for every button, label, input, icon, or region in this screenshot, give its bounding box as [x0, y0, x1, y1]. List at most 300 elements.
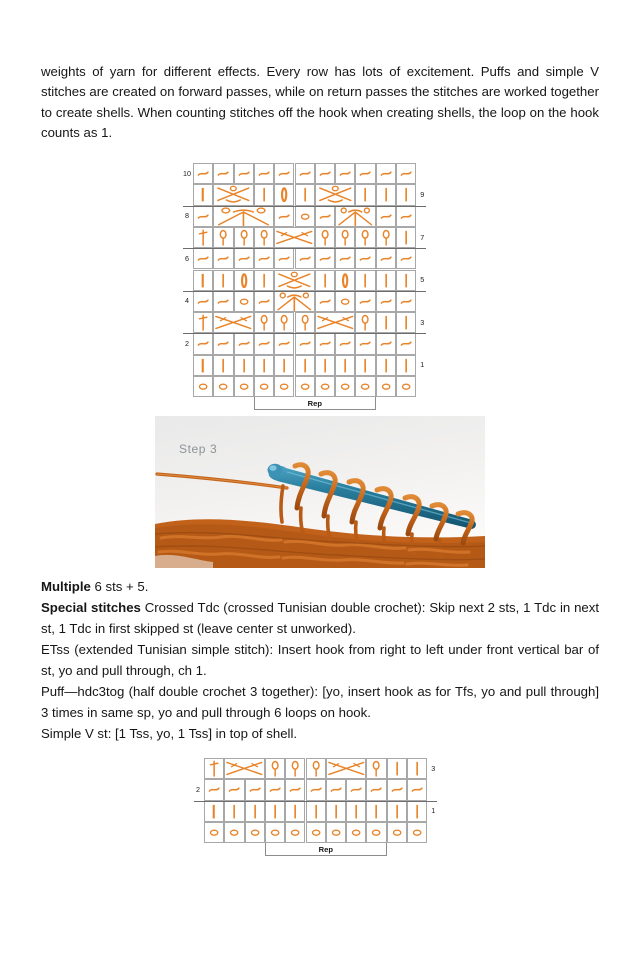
chart-cell-puffv: [335, 270, 355, 291]
stitch-symbol-bar: [336, 356, 354, 375]
stitch-symbol-shell3: [316, 185, 355, 204]
stitch-symbol-bar: [408, 759, 426, 778]
chart-cell-puff: [254, 312, 274, 333]
chart-cell-ch: [274, 376, 294, 397]
chart-cell-puff: [355, 227, 375, 248]
chart-cell-tss: [326, 779, 346, 800]
chart-cell-tss: [407, 779, 427, 800]
stitch-symbol-bar: [286, 802, 304, 821]
chart-cell-bar: [387, 758, 407, 779]
stitch-symbol-tss: [316, 249, 334, 268]
stitch-symbol-tss: [307, 780, 325, 799]
stitch-symbol-puff: [316, 228, 334, 247]
chart-cell-bar: [396, 227, 416, 248]
chart-cell-etss: [193, 184, 213, 205]
chart-cell-tss: [396, 333, 416, 354]
chart-cell-tss: [274, 333, 294, 354]
chart-cell-ch: [245, 822, 265, 843]
chart-cell-bar: [355, 355, 375, 376]
stitch-symbol-tss: [377, 164, 395, 183]
stitch-symbol-tss: [356, 292, 374, 311]
stitch-symbol-tss: [275, 249, 293, 268]
chart-cell-tss: [254, 291, 274, 312]
chart-cell-tss: [213, 291, 233, 312]
chart-cell-tss: [204, 779, 224, 800]
chart-cell-tss: [224, 779, 244, 800]
chart-cell-tss: [213, 163, 233, 184]
stitch-symbol-tss: [397, 292, 415, 311]
stitch-symbol-tss: [397, 334, 415, 353]
chart-cell-etss: [204, 801, 224, 822]
chart-cell-bar: [224, 801, 244, 822]
stitch-symbol-tss: [235, 249, 253, 268]
repeat-label: Rep: [318, 844, 333, 854]
chart-cell-tss: [193, 248, 213, 269]
stitch-symbol-tss: [336, 164, 354, 183]
stitch-symbol-tss: [255, 292, 273, 311]
chart-cell-puffv: [274, 184, 294, 205]
chart-cell-tdc: [204, 758, 224, 779]
stitch-symbol-tss: [255, 334, 273, 353]
chart-cell-tss: [376, 163, 396, 184]
chart-cell-tss: [335, 248, 355, 269]
stitch-symbol-ch: [266, 823, 284, 842]
stitch-symbol-tss: [397, 164, 415, 183]
chart-cell-shell3: [274, 270, 315, 291]
stitch-symbol-tss: [327, 780, 345, 799]
stitch-symbol-puff: [266, 759, 284, 778]
stitch-symbol-tss: [194, 292, 212, 311]
chart-cell-ch: [396, 376, 416, 397]
stitch-symbol-puff: [336, 228, 354, 247]
stitch-symbol-puff: [356, 228, 374, 247]
chart-cell-tss: [295, 163, 315, 184]
chart-cell-bar: [285, 801, 305, 822]
chart-cell-tss: [315, 333, 335, 354]
stitch-symbol-ch: [296, 207, 314, 226]
chart-cell-bar: [376, 270, 396, 291]
chart-cell-tss: [213, 333, 233, 354]
stitch-symbol-ch: [246, 823, 264, 842]
chart-cell-tss: [396, 206, 416, 227]
stitch-symbol-ch: [194, 377, 212, 396]
stitch-symbol-bar: [255, 271, 273, 290]
stitch-symbol-ch: [214, 377, 232, 396]
stitch-symbol-tss: [397, 207, 415, 226]
stitch-symbol-tss: [246, 780, 264, 799]
chart-cell-bar: [295, 355, 315, 376]
stitch-symbol-tss: [316, 207, 334, 226]
chart-cell-ch: [265, 822, 285, 843]
chart-cell-tss: [355, 333, 375, 354]
step3-photo-image: [155, 416, 485, 568]
chart-cell-bar: [335, 355, 355, 376]
chart-cell-vst-shell5: [213, 206, 274, 227]
stitch-symbol-puff: [356, 313, 374, 332]
chart-cell-ch: [387, 822, 407, 843]
stitch-symbol-vst-shell5: [275, 292, 314, 311]
chart-cell-tss: [346, 779, 366, 800]
chart-cell-ch: [234, 376, 254, 397]
chart-cell-tss: [193, 333, 213, 354]
chart-row-divider: [194, 801, 438, 802]
chart-cell-bar: [396, 184, 416, 205]
step3-photo: [155, 416, 485, 568]
chart-cell-ch: [306, 822, 326, 843]
stitch-symbol-tss: [336, 334, 354, 353]
stitch-symbol-vst-shell5: [214, 207, 273, 226]
stitch-symbol-puff: [307, 759, 325, 778]
stitch-symbol-shell3: [214, 185, 253, 204]
stitch-symbol-vst-shell5: [336, 207, 375, 226]
chart-row-number-1: 1: [420, 360, 425, 370]
chart-cell-ch: [376, 376, 396, 397]
chart-cell-tss: [193, 291, 213, 312]
stitch-symbol-bar: [255, 356, 273, 375]
chart-cell-tss: [315, 163, 335, 184]
chart-cell-tss: [295, 248, 315, 269]
stitch-symbol-tss: [296, 249, 314, 268]
stitch-symbol-tss: [377, 207, 395, 226]
stitch-symbol-tss: [194, 334, 212, 353]
stitch-symbol-tss: [214, 334, 232, 353]
stitch-symbol-puff: [377, 228, 395, 247]
chart-cell-puff: [265, 758, 285, 779]
stitch-symbol-etss: [194, 271, 212, 290]
stitch-symbol-bar: [397, 356, 415, 375]
chart-cell-bar: [213, 355, 233, 376]
stitch-symbol-bar: [356, 185, 374, 204]
stitch-symbol-tdc: [194, 228, 212, 247]
chart-cell-tss: [376, 333, 396, 354]
chart-row-divider: [183, 206, 427, 207]
stitch-symbol-etss: [194, 356, 212, 375]
chart-row-divider: [183, 248, 427, 249]
chart-cell-tss: [396, 163, 416, 184]
chart-row-number-3: 3: [431, 763, 436, 773]
chart-cell-ch: [335, 291, 355, 312]
chart-cell-etss: [193, 270, 213, 291]
special-stitch-line: Puff—hdc3tog (half double crochet 3 together): [yo, insert hook as for Tfs, yo and pull through] 3 times in same sp, yo and pull through 6 loops on hook.: [41, 684, 599, 720]
stitch-symbol-puffv: [275, 185, 293, 204]
chart-cell-tss: [254, 163, 274, 184]
stitch-symbol-ch: [205, 823, 223, 842]
chart-cell-tss: [396, 291, 416, 312]
stitch-symbol-tss: [296, 334, 314, 353]
special-stitches-chart: [192, 758, 439, 866]
chart-cell-tss: [254, 248, 274, 269]
chart-cell-bar: [213, 270, 233, 291]
chart-cell-tss: [387, 779, 407, 800]
chart-cell-puff: [306, 758, 326, 779]
stitch-symbol-bar: [275, 356, 293, 375]
chart-cell-etss: [193, 355, 213, 376]
stitch-symbol-crossed-tdc3: [225, 759, 264, 778]
chart-cell-crossed-tdc3: [274, 227, 315, 248]
chart-cell-tss: [285, 779, 305, 800]
stitch-symbol-bar: [327, 802, 345, 821]
chart-cell-bar: [315, 355, 335, 376]
stitch-symbol-ch: [255, 377, 273, 396]
chart-cell-ch: [285, 822, 305, 843]
chart-row-number-7: 7: [420, 232, 425, 242]
stitch-symbol-tss: [408, 780, 426, 799]
stitch-symbol-tss: [377, 334, 395, 353]
stitch-symbol-tss: [356, 334, 374, 353]
chart-cell-tss: [376, 291, 396, 312]
stitch-symbol-puff: [255, 228, 273, 247]
stitch-symbol-bar: [377, 356, 395, 375]
chart-cell-shell3: [213, 184, 254, 205]
stitch-symbol-ch: [336, 292, 354, 311]
stitch-symbol-bar: [367, 802, 385, 821]
stitch-symbol-tss: [266, 780, 284, 799]
stitch-symbol-tss: [347, 780, 365, 799]
stitch-symbol-bar: [356, 271, 374, 290]
chart-cell-bar: [245, 801, 265, 822]
chart-cell-puff: [213, 227, 233, 248]
bottom-chart-grid: [192, 758, 439, 866]
stitch-symbol-tss: [194, 249, 212, 268]
chart-cell-bar: [315, 270, 335, 291]
stitch-symbol-bar: [214, 356, 232, 375]
intro-paragraph-text: weights of yarn for different effects. Every row has lots of excitement. Puffs and simple V stitches are created on forward passes, while on return passes the stitches are worked together to create shells. When counting stitches off the hook when creating shells, the loop on the hook counts as 1.: [41, 64, 599, 140]
chart-cell-ch: [295, 206, 315, 227]
chart-cell-tdc: [193, 227, 213, 248]
stitch-symbol-bar: [397, 313, 415, 332]
special-stitch-line: Simple V st: [1 Tss, yo, 1 Tss] in top of shell.: [41, 726, 298, 741]
stitch-symbol-tss: [214, 164, 232, 183]
stitch-symbol-ch: [336, 377, 354, 396]
chart-cell-tss: [335, 163, 355, 184]
stitch-symbol-tss: [194, 207, 212, 226]
chart-cell-tss: [335, 333, 355, 354]
chart-cell-tss: [376, 206, 396, 227]
stitch-symbol-crossed-tdc3: [275, 228, 314, 247]
stitch-symbol-bar: [397, 185, 415, 204]
chart-cell-crossed-tdc3: [326, 758, 367, 779]
chart-cell-tss: [274, 163, 294, 184]
stitch-symbol-bar: [296, 356, 314, 375]
chart-cell-tss: [306, 779, 326, 800]
chart-cell-tss: [355, 291, 375, 312]
stitch-symbol-shell3: [275, 271, 314, 290]
chart-cell-tss: [315, 248, 335, 269]
chart-cell-ch: [335, 376, 355, 397]
stitch-symbol-crossed-tdc3: [327, 759, 366, 778]
stitch-symbol-bar: [235, 356, 253, 375]
stitch-symbol-puff: [255, 313, 273, 332]
stitch-symbol-bar: [388, 802, 406, 821]
chart-cell-tss: [193, 163, 213, 184]
stitch-symbol-ch: [316, 377, 334, 396]
stitch-symbol-tss: [397, 249, 415, 268]
chart-cell-bar: [366, 801, 386, 822]
stitch-symbol-bar: [408, 802, 426, 821]
stitch-symbol-ch: [225, 823, 243, 842]
chart-cell-puffv: [234, 270, 254, 291]
chart-cell-vst-shell5: [274, 291, 315, 312]
stitch-symbol-ch: [275, 377, 293, 396]
stitch-symbol-tss: [225, 780, 243, 799]
chart-cell-tss: [254, 333, 274, 354]
chart-cell-bar: [254, 355, 274, 376]
special-stitch-line: Multiple 6 sts + 5.: [41, 579, 149, 594]
stitch-symbol-ch: [377, 377, 395, 396]
chart-row-number-10: 10: [183, 168, 191, 178]
chart-cell-bar: [306, 801, 326, 822]
chart-cell-tss: [315, 206, 335, 227]
stitch-symbol-tss: [235, 334, 253, 353]
stitch-symbol-bar: [214, 271, 232, 290]
chart-cell-ch: [254, 376, 274, 397]
chart-cell-shell3: [315, 184, 356, 205]
stitch-symbol-ch: [235, 377, 253, 396]
chart-row-divider: [183, 333, 427, 334]
main-stitch-chart: [181, 163, 428, 420]
stitch-symbol-tdc: [205, 759, 223, 778]
stitch-symbol-bar: [397, 228, 415, 247]
stitch-symbol-bar: [347, 802, 365, 821]
chart-row-number-3: 3: [420, 317, 425, 327]
stitch-symbol-crossed-tdc3: [316, 313, 355, 332]
chart-cell-crossed-tdc3: [224, 758, 265, 779]
stitch-symbol-ch: [286, 823, 304, 842]
chart-cell-ch: [204, 822, 224, 843]
stitch-symbol-tss: [235, 164, 253, 183]
chart-cell-puff: [355, 312, 375, 333]
stitch-symbol-bar: [255, 185, 273, 204]
stitch-symbol-tss: [275, 164, 293, 183]
chart-cell-ch: [193, 376, 213, 397]
stitch-symbol-ch: [307, 823, 325, 842]
stitch-symbol-bar: [388, 759, 406, 778]
chart-cell-ch: [224, 822, 244, 843]
chart-cell-tss: [234, 163, 254, 184]
stitch-symbol-puff: [286, 759, 304, 778]
chart-cell-bar: [326, 801, 346, 822]
chart-cell-bar: [254, 270, 274, 291]
stitch-symbol-ch: [235, 292, 253, 311]
stitch-symbol-bar: [377, 271, 395, 290]
chart-cell-bar: [355, 184, 375, 205]
chart-cell-bar: [407, 758, 427, 779]
chart-cell-tss: [396, 248, 416, 269]
stitch-symbol-bar: [296, 185, 314, 204]
chart-cell-bar: [396, 355, 416, 376]
step3-caption: Step 3: [179, 442, 218, 456]
chart-cell-bar: [387, 801, 407, 822]
stitch-symbol-tss: [356, 249, 374, 268]
chart-cell-tdc: [193, 312, 213, 333]
chart-row-number-5: 5: [420, 275, 425, 285]
stitch-symbol-etss: [194, 185, 212, 204]
chart-cell-puff: [376, 227, 396, 248]
stitch-symbol-ch: [367, 823, 385, 842]
chart-cell-tss: [366, 779, 386, 800]
chart-cell-bar: [295, 184, 315, 205]
chart-cell-puff: [366, 758, 386, 779]
chart-cell-tss: [193, 206, 213, 227]
stitch-symbol-bar: [377, 313, 395, 332]
special-stitch-line: Special stitches Crossed Tdc (crossed Tunisian double crochet): Skip next 2 sts, 1 Tdc in next st, 1 Tdc in first skipped st (leave center st unworked).: [41, 600, 600, 636]
chart-row-number-6: 6: [185, 253, 189, 263]
chart-cell-bar: [396, 270, 416, 291]
stitch-symbol-tss: [356, 164, 374, 183]
chart-cell-puff: [315, 227, 335, 248]
chart-cell-puff: [274, 312, 294, 333]
stitch-symbol-tss: [194, 164, 212, 183]
chart-cell-bar: [265, 801, 285, 822]
stitch-symbol-bar: [307, 802, 325, 821]
stitch-symbol-crossed-tdc3: [214, 313, 253, 332]
chart-cell-tss: [295, 333, 315, 354]
chart-cell-ch: [355, 376, 375, 397]
stitch-symbol-tdc: [194, 313, 212, 332]
stitch-symbol-puffv: [336, 271, 354, 290]
chart-row-number-2: 2: [196, 784, 200, 794]
stitch-symbol-tss: [336, 249, 354, 268]
stitch-symbol-puff: [296, 313, 314, 332]
stitch-symbol-ch: [347, 823, 365, 842]
chart-cell-tss: [274, 206, 294, 227]
stitch-symbol-bar: [316, 271, 334, 290]
chart-cell-ch: [407, 822, 427, 843]
stitch-symbol-ch: [356, 377, 374, 396]
chart-cell-bar: [396, 312, 416, 333]
chart-cell-bar: [376, 312, 396, 333]
chart-cell-ch: [326, 822, 346, 843]
repeat-label: Rep: [307, 398, 322, 408]
chart-cell-ch: [346, 822, 366, 843]
intro-paragraph: [41, 62, 599, 143]
chart-cell-tss: [245, 779, 265, 800]
chart-row-number-2: 2: [185, 339, 189, 349]
stitch-symbol-tss: [286, 780, 304, 799]
stitch-symbol-bar: [246, 802, 264, 821]
chart-row-divider: [183, 291, 427, 292]
chart-cell-tss: [234, 333, 254, 354]
stitch-symbol-tss: [205, 780, 223, 799]
main-chart-grid: [181, 163, 428, 420]
special-stitch-line: ETss (extended Tunisian simple stitch): Insert hook from right to left under front vertical bar of st, yo and pull through, ch 1.: [41, 642, 599, 678]
chart-cell-puff: [335, 227, 355, 248]
chart-cell-puff: [254, 227, 274, 248]
stitch-symbol-puff: [214, 228, 232, 247]
stitch-symbol-tss: [316, 292, 334, 311]
chart-cell-puff: [295, 312, 315, 333]
chart-cell-bar: [355, 270, 375, 291]
stitch-symbol-puff: [275, 313, 293, 332]
chart-cell-ch: [366, 822, 386, 843]
chart-cell-bar: [254, 184, 274, 205]
stitch-symbol-tss: [316, 334, 334, 353]
stitch-symbol-ch: [296, 377, 314, 396]
chart-cell-bar: [407, 801, 427, 822]
chart-cell-puff: [234, 227, 254, 248]
stitch-symbol-puff: [235, 228, 253, 247]
chart-row-number-9: 9: [420, 189, 425, 199]
chart-cell-tss: [315, 291, 335, 312]
stitch-symbol-tss: [367, 780, 385, 799]
stitch-symbol-puff: [367, 759, 385, 778]
chart-cell-ch: [213, 376, 233, 397]
chart-cell-tss: [376, 248, 396, 269]
chart-cell-tss: [213, 248, 233, 269]
chart-cell-ch: [315, 376, 335, 397]
stitch-symbol-tss: [296, 164, 314, 183]
stitch-symbol-tss: [377, 249, 395, 268]
